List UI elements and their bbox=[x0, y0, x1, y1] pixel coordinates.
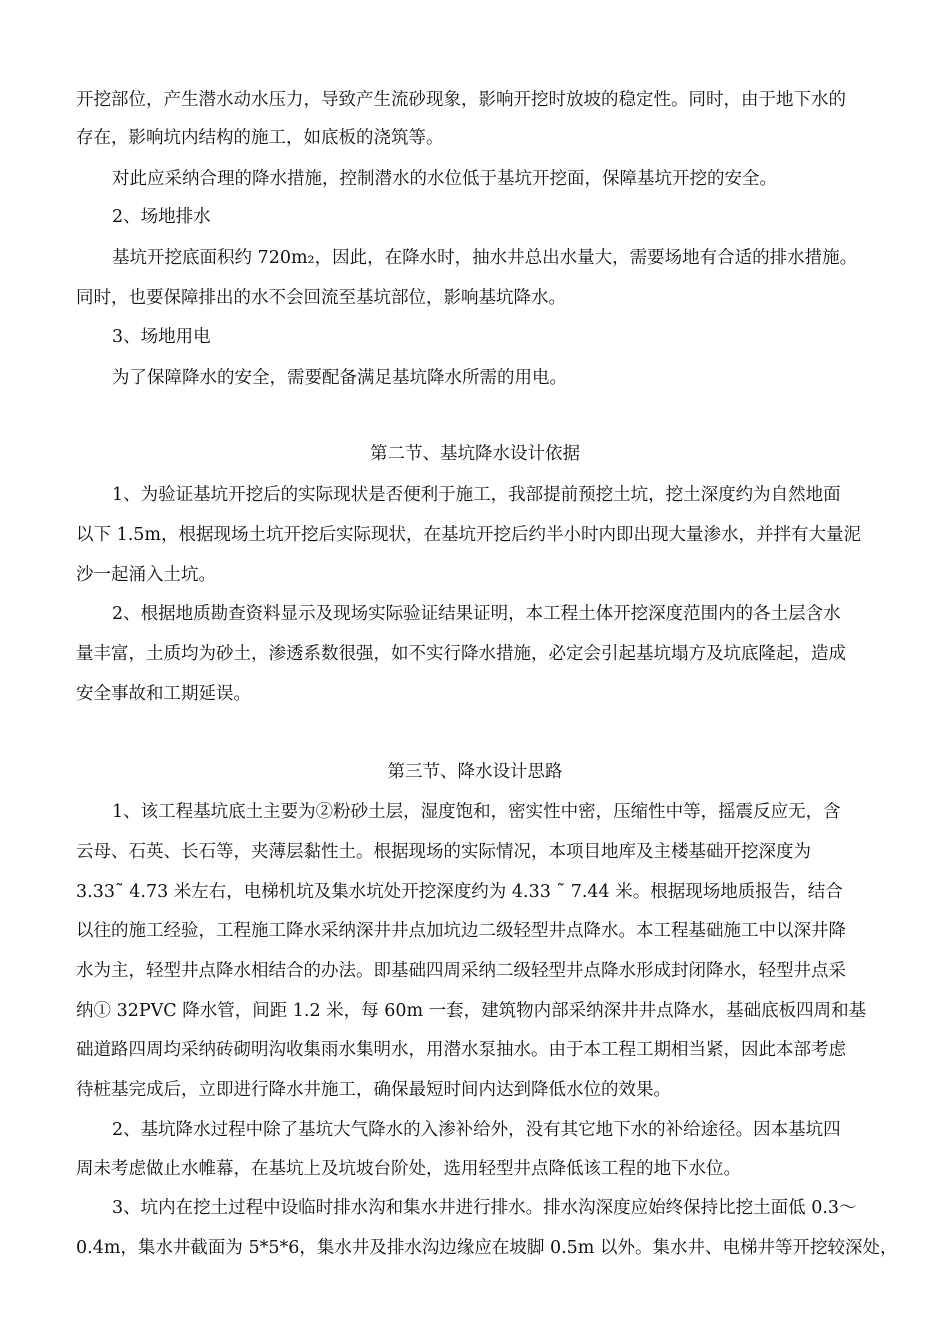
body-text-line: 2、基坑降水过程中除了基坑大气降水的入渗补给外，没有其它地下水的补给途径。因本基坑四 bbox=[112, 1120, 841, 1140]
body-text-line: 以往的施工经验，工程施工降水采纳深井井点加坑边二级轻型井点降水。本工程基础施工中以深井降 bbox=[76, 921, 846, 941]
body-text-line: 存在，影响坑内结构的施工，如底板的浇筑等。 bbox=[76, 128, 444, 148]
body-text-line: 2、根据地质勘查资料显示及现场实际验证结果证明，本工程土体开挖深度范围内的各土层含水 bbox=[112, 604, 841, 624]
body-text-line: 基坑开挖底面积约 720m₂，因此，在降水时，抽水井总出水量大，需要场地有合适的排水措施。 bbox=[112, 248, 858, 268]
body-text-line: 周未考虑做止水帷幕，在基坑上及坑坡台阶处，选用轻型井点降低该工程的地下水位。 bbox=[76, 1159, 741, 1179]
body-text-line: 础道路四周均采纳砖砌明沟收集雨水集明水，用潜水泵抽水。由于本工程工期相当紧，因此本部考虑 bbox=[76, 1040, 846, 1060]
body-text-line: 待桩基完成后，立即进行降水井施工，确保最短时间内达到降低水位的效果。 bbox=[76, 1080, 671, 1100]
section-heading: 第三节、降水设计思路 bbox=[387, 762, 563, 782]
body-text-line: 量丰富，土质均为砂土，渗透系数很强，如不实行降水措施，必定会引起基坑塌方及坑底隆起，造成 bbox=[76, 644, 846, 664]
section-heading: 第二节、基坑降水设计依据 bbox=[370, 444, 580, 464]
body-text-line: 0.4m，集水井截面为 5*5*6，集水井及排水沟边缘应在坡脚 0.5m 以外。集水井、电梯井等开挖较深处， bbox=[76, 1238, 898, 1258]
body-text-line: 水为主，轻型井点降水相结合的办法。即基础四周采纳二级轻型井点降水形成封闭降水，轻型井点采 bbox=[76, 961, 846, 981]
body-text-line: 以下 1.5m，根据现场土坑开挖后实际现状，在基坑开挖后约半小时内即出现大量渗水，并拌有大量泥 bbox=[76, 525, 861, 545]
body-text-line: 为了保障降水的安全，需要配备满足基坑降水所需的用电。 bbox=[112, 368, 567, 388]
body-text-line: 纳① 32PVC 降水管，间距 1.2 米，每 60m 一套，建筑物内部采纳深井井点降水，基础底板四周和基 bbox=[76, 1001, 867, 1021]
list-item-title: 3、场地用电 bbox=[112, 327, 211, 347]
body-text-line: 安全事故和工期延误。 bbox=[76, 684, 251, 704]
body-text-line: 云母、石英、长石等，夹薄层黏性土。根据现场的实际情况，本项目地库及主楼基础开挖深度为 bbox=[76, 842, 811, 862]
body-text-line: 3.33˜ 4.73 米左右，电梯机坑及集水坑处开挖深度约为 4.33 ˜ 7.44 米。根据现场地质报告，结合 bbox=[76, 882, 843, 902]
list-item-title: 2、场地排水 bbox=[112, 207, 211, 227]
body-text-line: 开挖部位，产生潜水动水压力，导致产生流砂现象，影响开挖时放坡的稳定性。同时，由于地下水的 bbox=[76, 90, 846, 110]
body-text-line: 1、为验证基坑开挖后的实际现状是否便利于施工，我部提前预挖土坑，挖土深度约为自然地面 bbox=[112, 485, 841, 505]
body-text-line: 3、坑内在挖土过程中设临时排水沟和集水井进行排水。排水沟深度应始终保持比挖土面低 0.3～ bbox=[112, 1198, 857, 1218]
body-text-line: 沙一起涌入土坑。 bbox=[76, 565, 216, 585]
body-text-line: 1、该工程基坑底土主要为②粉砂土层，湿度饱和，密实性中密，压缩性中等，摇震反应无，含 bbox=[112, 802, 841, 822]
body-text-line: 同时，也要保障排出的水不会回流至基坑部位，影响基坑降水。 bbox=[76, 288, 566, 308]
body-text-line: 对此应采纳合理的降水措施，控制潜水的水位低于基坑开挖面，保障基坑开挖的安全。 bbox=[112, 169, 777, 189]
